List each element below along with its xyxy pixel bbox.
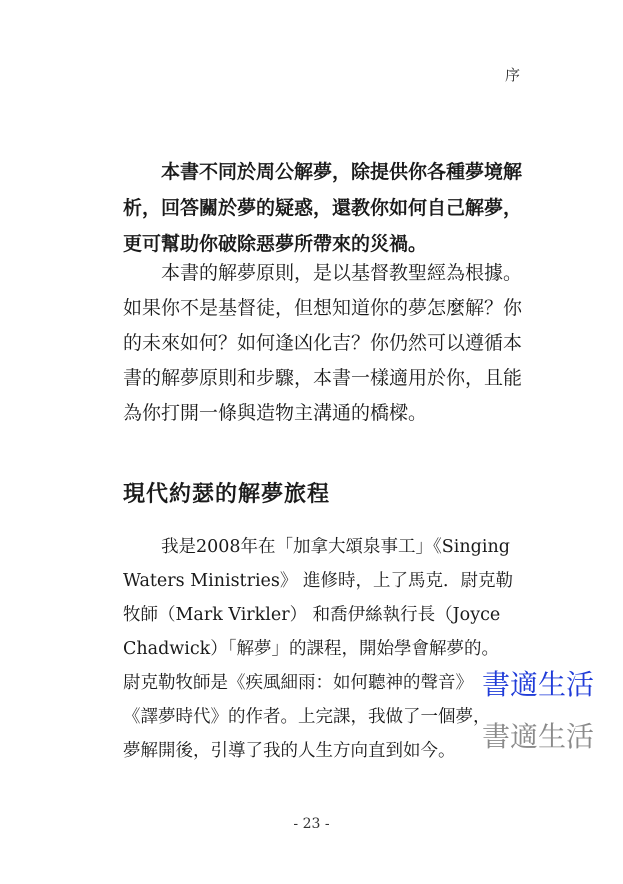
intro-line: 析，回答關於夢的疑惑，還教你如何自己解夢， <box>123 197 523 219</box>
section-line: 我是2008年在「加拿大頌泉事工」《Singing <box>161 537 510 557</box>
section-line: 尉克勒牧師是《疾風細雨：如何聽神的聲音》 <box>123 673 473 693</box>
body-line: 如果你不是基督徒，但想知道你的夢怎麼解？你 <box>123 297 523 319</box>
body-line: 為你打開一條與造物主溝通的橋樑。 <box>123 402 428 424</box>
intro-line: 本書不同於周公解夢，除提供你各種夢境解 <box>161 161 523 183</box>
section-header: 序 <box>504 66 520 84</box>
section-line: 《譯夢時代》的作者。上完課，我做了一個夢， <box>123 707 491 727</box>
intro-paragraph <box>123 154 523 262</box>
page-number: - 23 - <box>293 816 330 832</box>
watermark-secondary: 書適生活 <box>482 720 595 753</box>
section-heading: 現代約瑟的解夢旅程 <box>123 481 331 507</box>
section-line: 夢解開後，引導了我的人生方向直到如今。 <box>123 741 456 761</box>
body-line: 書的解夢原則和步驟，本書一樣適用於你，且能 <box>123 367 523 389</box>
body-line: 的未來如何？如何逢凶化吉？你仍然可以遵循本 <box>123 332 523 354</box>
body-line: 本書的解夢原則，是以基督教聖經為根據。 <box>161 262 523 284</box>
section-line: Chadwick）「解夢」的課程，開始學會解夢的。 <box>123 639 500 659</box>
section-line: Waters Ministries》 進修時，上了馬克．尉克勒 <box>123 571 513 591</box>
watermark-primary: 書適生活 <box>482 668 595 701</box>
body-paragraph <box>123 256 523 431</box>
section-line: 牧師（Mark Virkler） 和喬伊絲執行長（Joyce <box>123 605 501 625</box>
intro-line: 更可幫助你破除惡夢所帶來的災禍。 <box>123 233 428 255</box>
section-paragraph <box>123 530 525 768</box>
